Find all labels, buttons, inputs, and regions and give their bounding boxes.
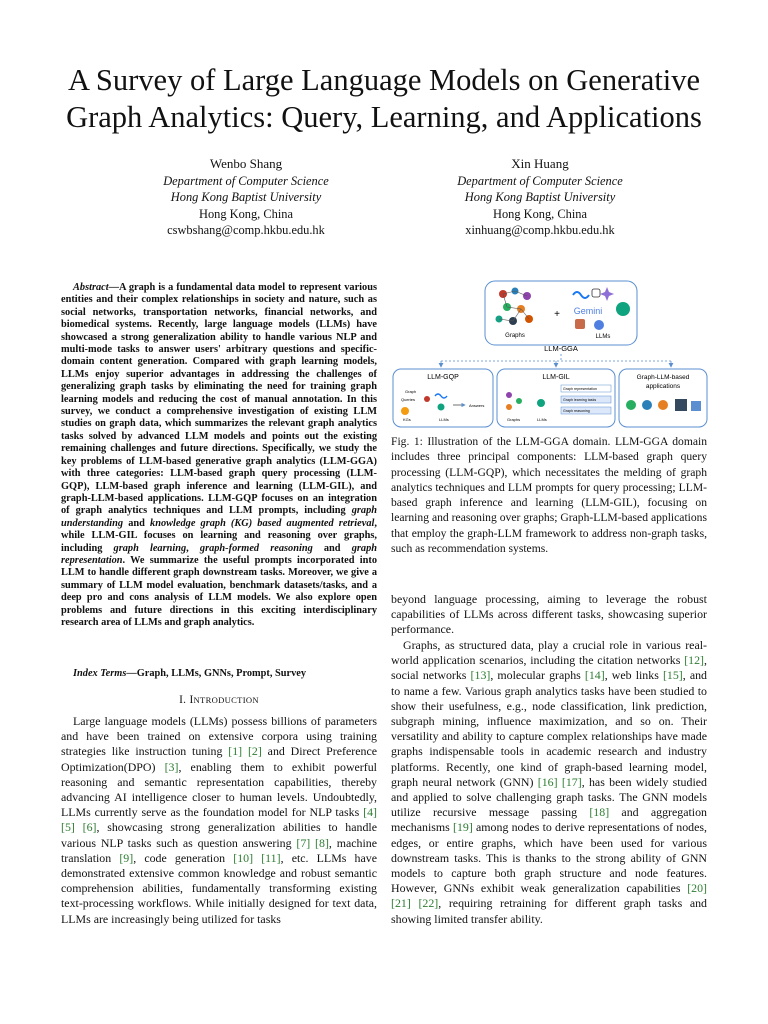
plus-sign: + xyxy=(554,309,560,320)
abstract-text: , while LLM-GIL focuses on learning and reasoning over graphs, including xyxy=(61,517,378,554)
abstract-text: —A graph is a fundamental data model to represent various entities and their complex relationships in society and nature, such as social networks, transportation networks, financial networks, and biomedical systems. Recently, large language models (LLMs) have showcased a strong generalization ability to handle various NLP and multi-mode tasks to answer users' arbitrary questions and specific-domain content generation. Compared with graph learning models, LLMs enjoy superior advantages in addressing the challenges of generalizing graph tasks by eliminating the need for training graph learning models and reducing the cost of manual annotation. In this survey, we conduct a comprehensive investigation of existing LLM studies on graph data, which summarizes the relevant graph analytics tasks solved by advanced LLM models and points out the existing remaining challenges and future directions. Specifically, we study the key problems of LLM-based generative graph analytics (LLM-GGA) with three categories: LLM-based graph query processing (LLM-GQP), LLM-based graph inference and learning (LLM-GIL), and graph-LLM-based applications. LLM-GQP focuses on an integration of graph analytics techniques and LLM prompts, including xyxy=(61,282,377,517)
citation-link[interactable]: [14] xyxy=(584,668,605,683)
citation-link[interactable]: [8] xyxy=(315,835,329,850)
gqp-title: LLM-GQP xyxy=(427,374,459,381)
paragraph-text: , and to name a few. Various graph analytics tasks have been studied to show their usefulness, e.g., node classification, link prediction, subgraph mining, influence maximization, and so on. Their versatility and ability to capture complex relationships have made graphs indispensable tools in academic research and industry platforms. Recently, one kind of graph-based learning model, graph neural network (GNN) xyxy=(391,668,707,789)
author-email[interactable]: xinhuang@comp.hkbu.edu.hk xyxy=(465,223,615,237)
paragraph-text: , requiring retraining for different graph tasks and showing limited transfer ability. xyxy=(391,896,707,926)
gqp-graph-label: Graph xyxy=(405,389,417,394)
openai-logo-icon xyxy=(537,399,545,407)
abstract-emphasis: graph-formed reasoning xyxy=(199,542,313,554)
paragraph-text: , code generation xyxy=(133,850,234,865)
author-email[interactable]: cswbshang@comp.hkbu.edu.hk xyxy=(167,223,325,237)
citation-link[interactable]: [2] xyxy=(247,744,262,759)
citation-link[interactable]: [10] xyxy=(233,850,254,865)
section-heading xyxy=(61,694,377,706)
paragraph-text: , machine translation xyxy=(61,835,377,865)
graph-node-icon xyxy=(506,404,512,410)
graph-node-icon xyxy=(506,392,512,398)
gemini-label: Gemini xyxy=(573,306,603,316)
caption-text: Illustration of the LLM-GGA domain. LLM-GGA domain includes three principal components: LLM-based graph query processing (LLM-GQP), which necessitates the melding of graph analytics techniques and LLM prompts for query processing; LLM-based graph inference and learning (LLM-GIL), focusing on learning and reasoning over graphs; Graph-LLM-based applications that employ the graph-LLM framework to address non-graph tasks, such as recommendation systems. xyxy=(391,435,708,556)
abstract-emphasis: graph learning xyxy=(113,542,187,554)
citation-link[interactable]: [4] xyxy=(363,805,377,820)
abstract-emphasis: graph understanding xyxy=(61,505,377,529)
author-department: Department of Computer Science xyxy=(457,173,623,188)
graph-node-icon xyxy=(516,398,522,404)
app-title-line2: applications xyxy=(645,383,681,390)
abstract xyxy=(61,282,377,629)
paragraph-text: , has been widely studied and applied to solve challenging graph tasks. The GNN models utilize recursive message passing xyxy=(391,774,707,820)
paragraph-text: among nodes to derive representations of nodes, edges, or entire graphs, which have been used for various downstream tasks. This is thanks to the strong ability of GNN models to capture both graph structure and node features. However, GNNs exhibit weak generalization capabilities xyxy=(391,820,707,896)
citation-link[interactable]: [7] xyxy=(296,835,311,850)
citation-link[interactable]: [20] xyxy=(687,881,707,896)
gil-title: LLM-GIL xyxy=(542,374,570,381)
author-location: Hong Kong, China xyxy=(199,206,293,221)
figure-caption xyxy=(391,434,707,556)
gil-graphs-label: Graphs xyxy=(507,417,521,422)
author-university: Hong Kong Baptist University xyxy=(464,190,616,204)
paragraph-text: , enabling them to exhibit powerful reasoning and semantic representation capabilities, thereby advancing AI intelligence closer to human levels. Undoubtedly, LLMs currently serve as the foundation model for NLP tasks xyxy=(61,759,377,820)
paragraph-text: Graphs, as structured data, play a crucial role in various real-world application scenarios, including the citation networks xyxy=(391,638,707,668)
paragraph-text: , etc. LLMs have demonstrated extensive common knowledge and robust semantic comprehension abilities, fundamentally transforming existing text-processing workflows. While initially designed for text data, LLMs are increasingly being utilized for tasks xyxy=(61,850,377,926)
abstract-emphasis: knowledge graph (KG) based augmented retrieval xyxy=(150,517,375,529)
abstract-text: and xyxy=(312,542,352,554)
paper-title: A Survey of Large Language Models on Generative Graph Analytics: Query, Learning, and Applications xyxy=(66,63,702,134)
gil-task-label: Graph learning tasks xyxy=(563,398,597,402)
citation-link[interactable]: [13] xyxy=(470,668,491,683)
root-label: LLM-GGA xyxy=(544,344,578,353)
index-terms xyxy=(61,668,377,680)
gqp-llms-label: LLMs xyxy=(439,417,449,422)
citation-link[interactable]: [3] xyxy=(164,759,179,774)
llm-gga-diagram xyxy=(391,279,709,431)
gil-llms-label: LLMs xyxy=(537,417,547,422)
citation-link[interactable]: [9] xyxy=(119,850,134,865)
author-block-1 xyxy=(116,156,376,239)
abstract-text: , xyxy=(186,542,200,554)
abstract-text: and xyxy=(123,517,151,529)
paragraph-text: and Direct Preference Optimization(DPO) xyxy=(61,744,378,774)
caption-label: Fig. 1: xyxy=(391,435,423,448)
section-number: I. I xyxy=(179,694,194,706)
gil-task-label: Graph representation xyxy=(563,387,597,391)
computer-icon xyxy=(675,399,687,411)
abstract-label: Abstract xyxy=(73,282,109,293)
author-block-2 xyxy=(410,156,670,239)
citation-link[interactable]: [19] xyxy=(453,820,473,835)
gqp-queries-label: Queries xyxy=(401,397,416,402)
author-name: Wenbo Shang xyxy=(209,156,283,171)
right-paragraph-graphs xyxy=(391,638,707,927)
section-title: NTRODUCTION xyxy=(193,695,259,705)
paragraph-text: , molecular graphs xyxy=(490,668,585,683)
author-location: Hong Kong, China xyxy=(493,206,587,221)
citation-link[interactable]: [5] xyxy=(61,820,75,835)
gqp-kgs-label: KGs xyxy=(403,417,411,422)
people-icon xyxy=(642,400,652,410)
llms-label: LLMs xyxy=(595,334,611,340)
citation-link[interactable]: [6] xyxy=(82,820,97,835)
author-name: Xin Huang xyxy=(511,156,569,171)
citation-link[interactable]: [15] xyxy=(662,668,683,683)
recommendation-icon xyxy=(658,400,668,410)
gqp-answers-label: Answers xyxy=(469,403,485,408)
abstract-emphasis: graph representation xyxy=(61,542,377,566)
paragraph-text: , showcasing strong generalization abilities to handle various NLP tasks such as question answering xyxy=(61,820,377,850)
citation-link[interactable]: [21] xyxy=(391,896,411,911)
citation-link[interactable]: [11] xyxy=(261,850,281,865)
network-icon xyxy=(691,401,701,411)
citation-link[interactable]: [12] xyxy=(684,653,705,668)
intro-paragraph xyxy=(61,714,377,927)
gil-task-label: Graph reasoning xyxy=(563,409,590,413)
citation-link[interactable]: [22] xyxy=(418,896,439,911)
index-terms-label: Index Terms xyxy=(73,668,127,679)
abstract-text: . We summarize the useful prompts incorporated into LLM to handle different graph downstream tasks. Moreover, we give a summary of LLM model evaluation, benchmark datasets/tasks, and a deep pro and cons analysis of LLM models. We also explore open problems and future directions in this exciting interdisciplinary research area of LLMs and graph analytics. xyxy=(61,554,377,628)
author-department: Department of Computer Science xyxy=(163,173,329,188)
right-paragraph-continued xyxy=(391,592,707,638)
figure-1 xyxy=(391,279,709,431)
citation-link[interactable]: [16] xyxy=(537,774,558,789)
citation-link[interactable]: [1] xyxy=(228,744,243,759)
index-terms-text: —Graph, LLMs, GNNs, Prompt, Survey xyxy=(126,668,307,679)
citation-link[interactable]: [18] xyxy=(589,805,610,820)
author-university: Hong Kong Baptist University xyxy=(170,190,322,204)
openai-logo-icon xyxy=(438,404,445,411)
molecule-icon xyxy=(626,400,636,410)
paragraph-text: and aggregation mechanisms xyxy=(391,805,707,835)
paragraph-text: , social networks xyxy=(391,653,707,683)
graphs-label: Graphs xyxy=(505,333,525,339)
kg-icon xyxy=(401,407,409,415)
graph-node-icon xyxy=(424,396,430,402)
paragraph-text: Large language models (LLMs) possess billions of parameters and have been trained on extensive corpora using training strategies like instruction tuning xyxy=(61,714,377,759)
app-title-line1: Graph-LLM-based xyxy=(636,374,690,381)
citation-link[interactable]: [17] xyxy=(561,774,582,789)
paragraph-text: , web links xyxy=(604,668,663,683)
paragraph-text: beyond language processing, aiming to leverage the robust capabilities of LLMs across different tasks, showcasing superior performance. xyxy=(391,592,707,637)
